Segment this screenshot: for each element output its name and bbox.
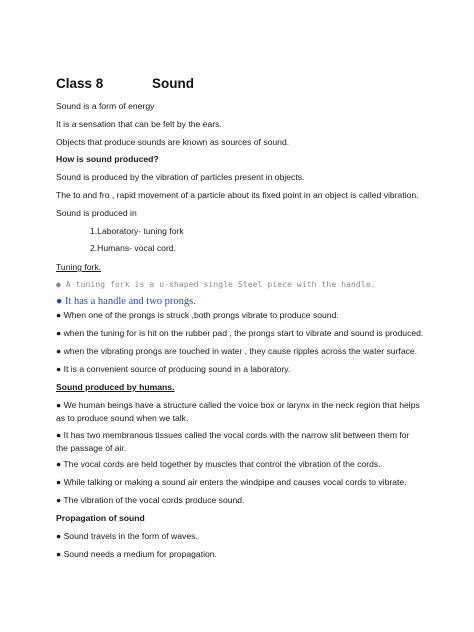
list-item: ● A tuning fork is a u-shaped single Steel piece with the handle. [56, 280, 376, 289]
text-line: Objects that produce sounds are known as sources of sound. [56, 137, 290, 147]
list-item: ● The vibration of the vocal cords produce sound. [56, 495, 245, 505]
section-heading: Sound produced by humans. [56, 382, 175, 392]
section-heading: Tuning fork. [56, 262, 102, 272]
section-heading: How is sound produced? [56, 154, 159, 164]
list-item: 1.Laboratory- tuning fork [90, 226, 184, 236]
text-line: It is a sensation that can be felt by the ears. [56, 119, 222, 129]
list-item: ● The vocal cords are held together by muscles that control the vibration of the cords. [56, 459, 381, 469]
subject-heading: Sound [152, 76, 194, 91]
list-item: ● It has two membranous tissues called the vocal cords with the narrow slit between them for the passage of air. [56, 430, 410, 453]
text-line: Sound is produced in [56, 208, 137, 218]
list-item: ● Sound travels in the form of waves. [56, 531, 198, 541]
list-item: ● Sound needs a medium for propagation. [56, 549, 217, 559]
list-item: ● While talking or making a sound air enters the windpipe and causes vocal cords to vibrate. [56, 477, 407, 487]
list-item: ● When one of the prongs is struck ,both prongs vibrate to produce sound. [56, 310, 339, 320]
text-line: Sound is a form of energy [56, 101, 155, 111]
section-heading: Propagation of sound [56, 513, 145, 523]
text-line: Sound is produced by the vibration of particles present in objects. [56, 172, 305, 182]
list-item: ● It has a handle and two prongs. [56, 296, 196, 307]
list-item: ● when the vibrating prongs are touched in water , they cause ripples across the water surface. [56, 346, 418, 356]
list-item: 2.Humans- vocal cord. [90, 243, 176, 253]
list-item: ● It is a convenient source of producing sound in a laboratory. [56, 364, 291, 374]
text-line: The to and fro , rapid movement of a particle about its fixed point in an object is called vibration. [56, 190, 419, 200]
class-heading: Class 8 [56, 76, 104, 91]
list-item: ● when the tuning for is hit on the rubber pad , the prongs start to vibrate and sound is produced. [56, 328, 424, 338]
list-item: ● We human beings have a structure called the voice box or larynx in the neck region that helps as to produce sound when we talk. [56, 400, 420, 423]
